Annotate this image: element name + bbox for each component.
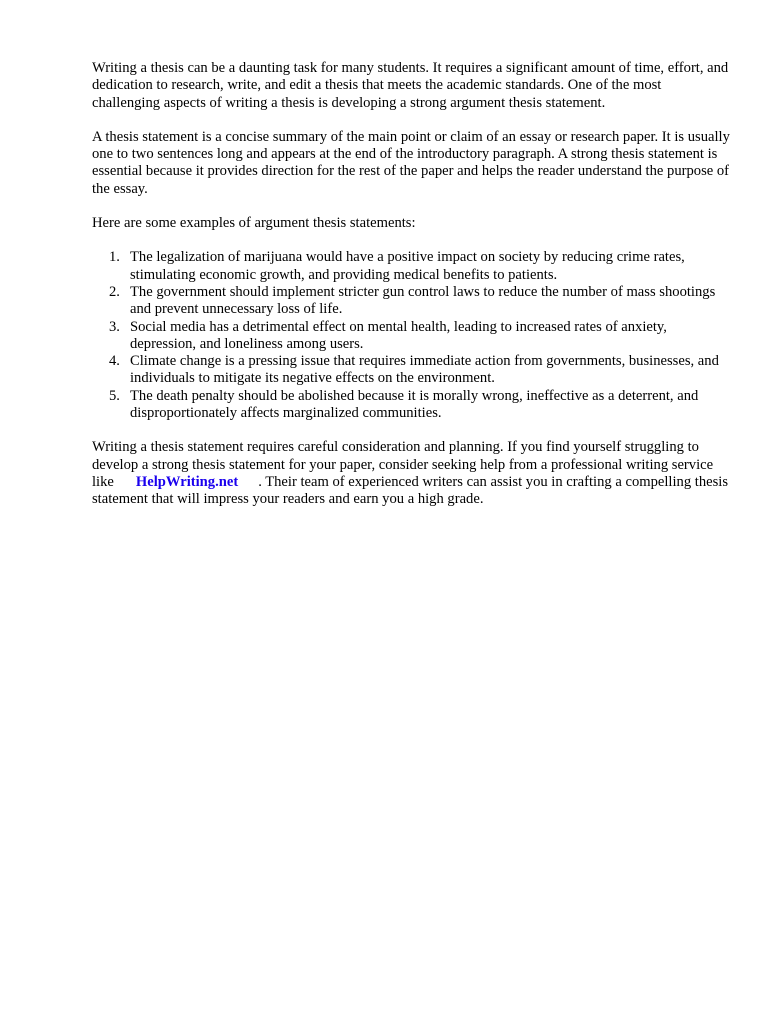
list-item-number: 3.: [109, 318, 120, 335]
list-item-text: The death penalty should be abolished because it is morally wrong, ineffective as a deterrent, and disproportionately affects marginalized communities.: [130, 387, 699, 422]
helpwriting-link[interactable]: HelpWriting.net: [135, 473, 239, 490]
closing-text-before-link: Writing a thesis statement requires careful consideration and planning. If you find yourself struggling to develop a strong thesis statement for your paper, consider seeking help from a professional writing service like: [92, 439, 714, 490]
list-item: [109, 249, 732, 284]
list-item-number: 4.: [109, 353, 120, 370]
intro-paragraph: Writing a thesis can be a daunting task for many students. It requires a significant amount of time, effort, and dedication to research, write, and edit a thesis that meets the academic standards. One of the most challenging aspects of writing a thesis is developing a strong argument thesis statement.: [92, 60, 729, 111]
closing-text-after-link: . Their team of experienced writers can assist you in crafting a compelling thesis statement that will impress your readers and earn you a high grade.: [92, 473, 729, 508]
examples-heading-paragraph: Here are some examples of argument thesis statements:: [92, 215, 416, 232]
list-item-text: Climate change is a pressing issue that requires immediate action from governments, businesses, and individuals to mitigate its negative effects on the environment.: [130, 353, 719, 387]
list-item: [109, 283, 732, 319]
examples-list: [92, 249, 732, 422]
definition-paragraph: A thesis statement is a concise summary of the main point or claim of an essay or research paper. It is usually one to two sentences long and appears at the end of the introductory paragraph. A strong thesis statement is essential because it provides direction for the rest of the paper and helps the reader understand the purpose of the essay.: [92, 128, 730, 197]
list-item: [109, 387, 732, 423]
list-item-text: Social media has a detrimental effect on mental health, leading to increased rates of anxiety, depression, and loneliness among users.: [130, 318, 667, 352]
list-item: [109, 318, 732, 354]
document-page: [92, 60, 732, 526]
list-item-number: 5.: [109, 387, 120, 404]
list-item-number: 1.: [109, 249, 120, 266]
list-item-text: The legalization of marijuana would have a positive impact on society by reducing crime rates, stimulating economic growth, and providing medical benefits to patients.: [130, 249, 685, 283]
list-item-number: 2.: [109, 283, 120, 300]
list-item-text: The government should implement stricter gun control laws to reduce the number of mass shootings and prevent unnecessary loss of life.: [130, 283, 716, 318]
closing-paragraph: [92, 439, 732, 508]
list-item: [109, 353, 732, 388]
